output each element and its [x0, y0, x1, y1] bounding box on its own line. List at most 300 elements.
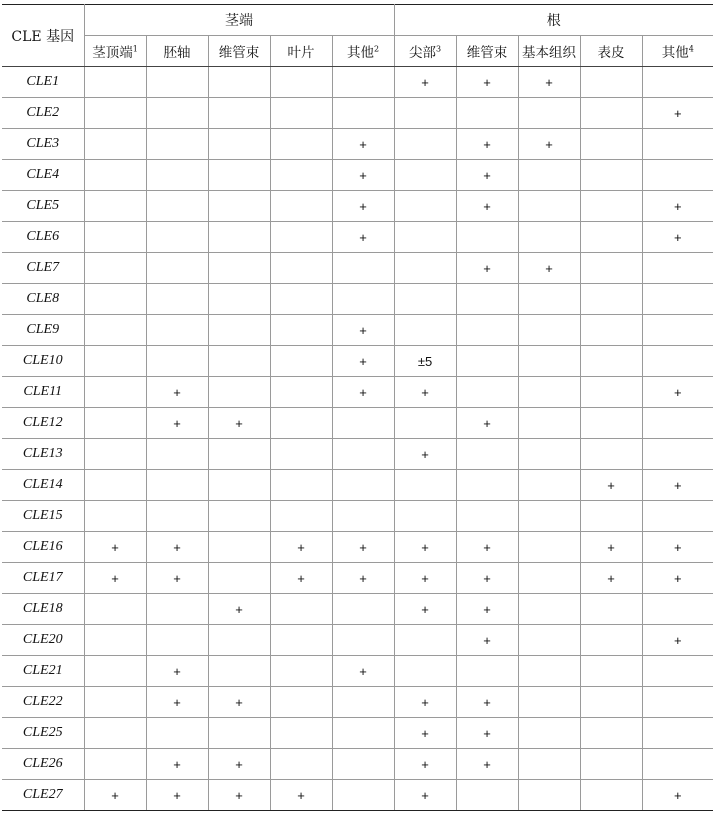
expression-cell — [332, 780, 394, 811]
table-row — [2, 315, 713, 346]
subcolumn-header — [146, 36, 208, 67]
footnote-marker: 1 — [132, 44, 138, 54]
expression-cell — [518, 439, 580, 470]
expression-cell — [146, 129, 208, 160]
table-row — [2, 439, 713, 470]
expression-cell — [332, 594, 394, 625]
expression-cell — [84, 470, 146, 501]
gene-name-cell: CLE26 — [2, 749, 84, 780]
expression-cell: ±5 — [394, 346, 456, 377]
expression-cell — [580, 98, 642, 129]
footnote-marker: 3 — [435, 44, 442, 54]
expression-cell: + — [146, 780, 208, 811]
expression-cell — [270, 470, 332, 501]
table-row — [2, 284, 713, 315]
gene-name-cell: CLE20 — [2, 625, 84, 656]
expression-cell: + — [394, 377, 456, 408]
expression-cell: + — [270, 532, 332, 563]
expression-cell — [580, 656, 642, 687]
expression-cell: + — [456, 408, 518, 439]
expression-cell — [332, 749, 394, 780]
subcolumn-label: 基本组织 — [522, 45, 577, 61]
expression-cell — [642, 408, 713, 439]
expression-cell: + — [208, 749, 270, 780]
expression-cell: + — [518, 67, 580, 98]
expression-cell: + — [580, 532, 642, 563]
gene-name-cell: CLE15 — [2, 501, 84, 532]
gene-name-cell: CLE27 — [2, 780, 84, 811]
expression-cell: + — [208, 780, 270, 811]
expression-cell — [84, 439, 146, 470]
table-row — [2, 67, 713, 98]
expression-cell: + — [580, 470, 642, 501]
expression-cell — [580, 67, 642, 98]
expression-cell: + — [394, 532, 456, 563]
expression-cell: + — [146, 656, 208, 687]
gene-name-cell: CLE12 — [2, 408, 84, 439]
expression-cell — [270, 191, 332, 222]
expression-cell — [146, 222, 208, 253]
expression-cell — [332, 67, 394, 98]
expression-cell — [518, 749, 580, 780]
expression-cell — [270, 439, 332, 470]
expression-cell — [84, 98, 146, 129]
expression-cell: + — [146, 532, 208, 563]
expression-cell — [456, 470, 518, 501]
subcolumn-label: 其他 — [346, 45, 374, 61]
expression-cell — [84, 129, 146, 160]
expression-cell — [518, 408, 580, 439]
gene-name-cell: CLE4 — [2, 160, 84, 191]
expression-cell — [146, 67, 208, 98]
expression-cell — [208, 98, 270, 129]
expression-cell — [394, 284, 456, 315]
expression-cell — [332, 470, 394, 501]
expression-cell — [580, 284, 642, 315]
expression-cell: + — [208, 408, 270, 439]
expression-cell — [146, 160, 208, 191]
expression-cell — [394, 222, 456, 253]
expression-cell — [208, 284, 270, 315]
expression-cell: + — [146, 563, 208, 594]
expression-cell — [580, 315, 642, 346]
subcolumn-header — [270, 36, 332, 67]
expression-cell — [518, 501, 580, 532]
subcolumn-header — [580, 36, 642, 67]
expression-cell — [208, 377, 270, 408]
expression-cell — [642, 315, 713, 346]
expression-cell — [642, 67, 713, 98]
expression-cell — [84, 253, 146, 284]
table-row — [2, 129, 713, 160]
expression-cell — [394, 656, 456, 687]
expression-cell — [84, 594, 146, 625]
expression-cell — [208, 501, 270, 532]
expression-cell — [270, 315, 332, 346]
expression-cell: + — [146, 749, 208, 780]
subcolumn-label: 茎顶端 — [92, 45, 133, 61]
table-body — [2, 67, 713, 811]
expression-cell — [394, 253, 456, 284]
group-header-root: 根 — [394, 5, 713, 36]
expression-cell — [84, 67, 146, 98]
expression-cell: + — [208, 687, 270, 718]
expression-cell: + — [146, 377, 208, 408]
expression-cell: + — [456, 563, 518, 594]
expression-cell — [580, 594, 642, 625]
expression-cell — [518, 470, 580, 501]
expression-cell — [456, 501, 518, 532]
table-row — [2, 718, 713, 749]
expression-cell: + — [642, 780, 713, 811]
table-row — [2, 408, 713, 439]
subcolumn-label: 其他 — [661, 45, 689, 61]
expression-cell — [332, 284, 394, 315]
expression-cell: + — [642, 625, 713, 656]
gene-name-cell: CLE6 — [2, 222, 84, 253]
expression-cell: + — [394, 67, 456, 98]
expression-cell — [270, 718, 332, 749]
expression-cell — [518, 563, 580, 594]
expression-cell — [394, 501, 456, 532]
expression-cell — [518, 377, 580, 408]
expression-cell: + — [146, 408, 208, 439]
expression-cell — [642, 160, 713, 191]
expression-cell: + — [642, 563, 713, 594]
expression-cell — [518, 780, 580, 811]
gene-name-cell: CLE1 — [2, 67, 84, 98]
expression-cell — [642, 687, 713, 718]
expression-cell — [518, 532, 580, 563]
expression-cell: + — [394, 718, 456, 749]
expression-cell — [332, 501, 394, 532]
expression-cell — [518, 718, 580, 749]
expression-cell — [84, 625, 146, 656]
expression-cell — [146, 439, 208, 470]
expression-cell — [84, 346, 146, 377]
expression-cell — [580, 780, 642, 811]
gene-name-cell: CLE5 — [2, 191, 84, 222]
expression-cell — [456, 222, 518, 253]
expression-cell: + — [332, 656, 394, 687]
expression-cell — [84, 718, 146, 749]
expression-cell — [146, 594, 208, 625]
expression-cell: + — [84, 780, 146, 811]
table-row — [2, 625, 713, 656]
expression-cell: + — [642, 377, 713, 408]
gene-name-cell: CLE11 — [2, 377, 84, 408]
expression-cell — [270, 377, 332, 408]
expression-cell — [84, 315, 146, 346]
gene-name-cell: CLE21 — [2, 656, 84, 687]
expression-cell — [84, 377, 146, 408]
gene-name-cell: CLE22 — [2, 687, 84, 718]
expression-cell: + — [642, 222, 713, 253]
gene-name-cell: CLE2 — [2, 98, 84, 129]
expression-cell — [270, 346, 332, 377]
expression-cell — [208, 625, 270, 656]
expression-cell — [146, 346, 208, 377]
expression-cell — [332, 718, 394, 749]
expression-cell — [580, 749, 642, 780]
expression-cell: + — [208, 594, 270, 625]
expression-cell: + — [642, 532, 713, 563]
expression-cell — [394, 408, 456, 439]
subcolumn-label: 表皮 — [597, 45, 625, 61]
expression-cell: + — [332, 222, 394, 253]
expression-cell — [642, 253, 713, 284]
table-row — [2, 98, 713, 129]
subcolumn-label: 维管束 — [218, 45, 260, 61]
gene-name-cell: CLE3 — [2, 129, 84, 160]
expression-cell — [332, 625, 394, 656]
group-header-shoot: 茎端 — [84, 5, 394, 36]
expression-cell — [518, 284, 580, 315]
gene-name-cell: CLE18 — [2, 594, 84, 625]
expression-cell: + — [332, 377, 394, 408]
expression-cell — [456, 315, 518, 346]
expression-cell — [208, 253, 270, 284]
expression-cell — [332, 253, 394, 284]
expression-cell — [270, 594, 332, 625]
expression-cell — [580, 222, 642, 253]
gene-name-cell: CLE25 — [2, 718, 84, 749]
expression-cell: + — [518, 253, 580, 284]
expression-cell: + — [456, 129, 518, 160]
expression-cell — [394, 129, 456, 160]
expression-cell — [270, 222, 332, 253]
expression-cell — [208, 718, 270, 749]
table-row — [2, 656, 713, 687]
table-row — [2, 191, 713, 222]
expression-cell — [84, 501, 146, 532]
expression-cell — [580, 439, 642, 470]
expression-cell — [84, 656, 146, 687]
expression-cell: + — [456, 625, 518, 656]
expression-cell: + — [456, 532, 518, 563]
expression-cell: + — [456, 191, 518, 222]
expression-cell — [518, 656, 580, 687]
expression-cell — [456, 439, 518, 470]
table-row — [2, 470, 713, 501]
expression-cell: + — [394, 780, 456, 811]
expression-cell: + — [394, 563, 456, 594]
expression-cell — [580, 160, 642, 191]
expression-cell — [518, 687, 580, 718]
expression-cell — [84, 749, 146, 780]
table-row — [2, 253, 713, 284]
expression-cell: + — [146, 687, 208, 718]
subcolumn-label: 尖部 — [408, 45, 436, 61]
expression-cell: + — [456, 67, 518, 98]
expression-cell — [580, 346, 642, 377]
expression-cell — [580, 625, 642, 656]
expression-cell — [456, 780, 518, 811]
expression-cell — [456, 346, 518, 377]
gene-name-cell: CLE13 — [2, 439, 84, 470]
subcolumn-header — [394, 36, 456, 67]
expression-cell — [270, 749, 332, 780]
expression-cell — [394, 98, 456, 129]
expression-cell — [146, 718, 208, 749]
subcolumn-header — [456, 36, 518, 67]
expression-cell: + — [84, 532, 146, 563]
subcolumn-label: 胚轴 — [163, 45, 191, 61]
expression-cell — [518, 98, 580, 129]
expression-cell — [208, 656, 270, 687]
table-row — [2, 687, 713, 718]
expression-cell — [456, 656, 518, 687]
expression-cell: + — [456, 749, 518, 780]
expression-cell — [270, 687, 332, 718]
expression-cell — [518, 191, 580, 222]
expression-cell — [208, 191, 270, 222]
table-row — [2, 346, 713, 377]
expression-cell — [642, 749, 713, 780]
expression-cell — [518, 346, 580, 377]
table-row — [2, 532, 713, 563]
expression-cell — [84, 687, 146, 718]
table-row — [2, 377, 713, 408]
expression-cell: + — [270, 563, 332, 594]
expression-cell — [518, 315, 580, 346]
expression-cell: + — [332, 191, 394, 222]
expression-cell — [270, 129, 332, 160]
expression-cell — [208, 563, 270, 594]
expression-cell: + — [394, 439, 456, 470]
subcolumn-header — [84, 36, 146, 67]
subcolumn-label: 维管束 — [466, 45, 508, 61]
expression-cell — [270, 98, 332, 129]
subcolumn-header — [518, 36, 580, 67]
expression-cell — [456, 98, 518, 129]
expression-cell: + — [332, 346, 394, 377]
subcolumn-header — [642, 36, 713, 67]
expression-cell — [580, 408, 642, 439]
expression-cell — [518, 160, 580, 191]
expression-cell — [84, 160, 146, 191]
expression-cell — [642, 656, 713, 687]
expression-cell — [84, 408, 146, 439]
expression-cell — [208, 129, 270, 160]
table-row — [2, 563, 713, 594]
cle-expression-table — [2, 4, 713, 811]
expression-cell: + — [332, 315, 394, 346]
expression-cell — [270, 656, 332, 687]
expression-cell — [146, 98, 208, 129]
expression-cell — [146, 191, 208, 222]
expression-cell — [642, 346, 713, 377]
expression-cell — [146, 315, 208, 346]
expression-cell — [456, 284, 518, 315]
gene-name-cell: CLE10 — [2, 346, 84, 377]
expression-cell: + — [642, 191, 713, 222]
expression-cell — [518, 594, 580, 625]
footnote-marker: 2 — [373, 44, 380, 54]
expression-cell — [642, 284, 713, 315]
expression-cell: + — [270, 780, 332, 811]
expression-cell — [332, 687, 394, 718]
expression-cell: + — [332, 129, 394, 160]
expression-cell — [146, 253, 208, 284]
expression-cell: + — [332, 160, 394, 191]
expression-cell: + — [84, 563, 146, 594]
gene-name-cell: CLE14 — [2, 470, 84, 501]
expression-cell — [270, 501, 332, 532]
expression-cell: + — [332, 532, 394, 563]
expression-cell: + — [456, 718, 518, 749]
expression-cell — [208, 346, 270, 377]
expression-cell — [208, 67, 270, 98]
expression-cell — [270, 67, 332, 98]
expression-cell — [394, 315, 456, 346]
table-row — [2, 780, 713, 811]
expression-cell — [456, 377, 518, 408]
expression-cell — [146, 625, 208, 656]
gene-name-cell: CLE9 — [2, 315, 84, 346]
expression-cell — [642, 718, 713, 749]
expression-cell — [270, 160, 332, 191]
expression-cell — [146, 284, 208, 315]
table-row — [2, 501, 713, 532]
gene-column-header: CLE 基因 — [2, 5, 84, 67]
gene-name-cell: CLE8 — [2, 284, 84, 315]
table-row — [2, 160, 713, 191]
expression-cell: + — [456, 594, 518, 625]
expression-cell — [580, 129, 642, 160]
expression-cell — [518, 625, 580, 656]
expression-cell — [270, 253, 332, 284]
expression-cell: + — [456, 687, 518, 718]
expression-cell — [84, 284, 146, 315]
expression-cell — [270, 625, 332, 656]
expression-cell — [580, 501, 642, 532]
expression-cell — [394, 160, 456, 191]
expression-cell — [146, 501, 208, 532]
expression-cell: + — [332, 563, 394, 594]
expression-cell — [580, 718, 642, 749]
expression-cell — [146, 470, 208, 501]
expression-cell — [208, 222, 270, 253]
expression-cell: + — [456, 160, 518, 191]
expression-cell: + — [518, 129, 580, 160]
table-row — [2, 594, 713, 625]
expression-cell — [642, 501, 713, 532]
expression-cell — [394, 191, 456, 222]
expression-cell: + — [394, 687, 456, 718]
expression-cell: + — [642, 98, 713, 129]
subcolumn-header — [208, 36, 270, 67]
expression-cell: + — [394, 749, 456, 780]
footnote-marker: 4 — [688, 44, 694, 54]
expression-cell — [208, 532, 270, 563]
expression-cell — [84, 191, 146, 222]
expression-cell — [394, 470, 456, 501]
expression-cell — [208, 160, 270, 191]
gene-name-cell: CLE7 — [2, 253, 84, 284]
expression-cell — [642, 594, 713, 625]
expression-cell — [270, 284, 332, 315]
expression-cell — [208, 439, 270, 470]
expression-cell — [518, 222, 580, 253]
expression-cell — [642, 439, 713, 470]
expression-cell — [580, 191, 642, 222]
table-header — [2, 5, 713, 67]
expression-cell: + — [394, 594, 456, 625]
gene-name-cell: CLE17 — [2, 563, 84, 594]
expression-cell — [208, 470, 270, 501]
expression-cell — [84, 222, 146, 253]
